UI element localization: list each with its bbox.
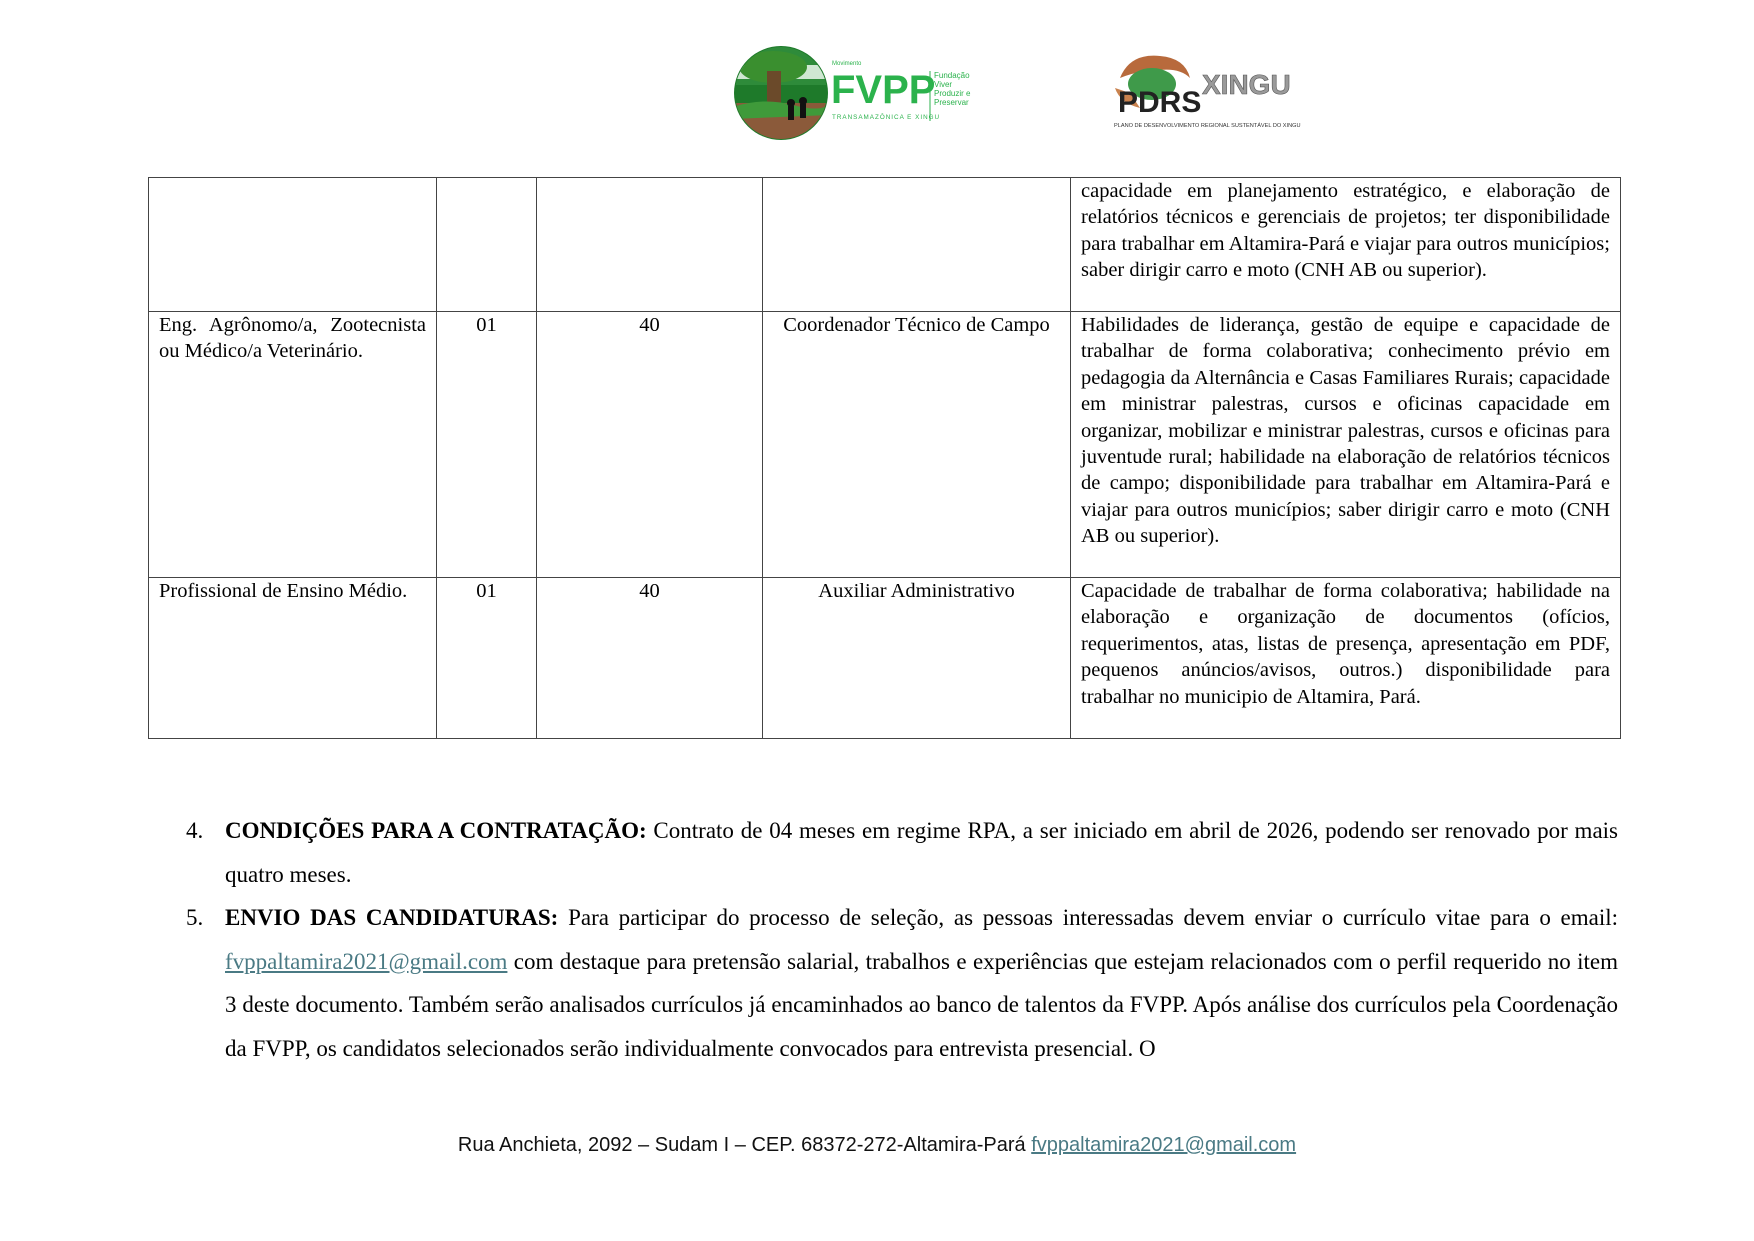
pdrs-name: XINGU [1202, 69, 1291, 100]
fvpp-tagline-4: Preservar [934, 98, 969, 107]
section-title: ENVIO DAS CANDIDATURAS: [225, 905, 559, 930]
fvpp-bottom-text: TRANSAMAZÔNICA E XINGU [832, 114, 941, 121]
section-number: 4. [186, 818, 204, 843]
hours-cell: 40 [537, 312, 763, 578]
fvpp-top-text: Movimento [832, 61, 862, 67]
formation-cell [149, 178, 437, 312]
table-row [149, 312, 1621, 578]
footer-address: Rua Anchieta, 2092 – Sudam I – CEP. 68372-272-Altamira-Pará [457, 1134, 1032, 1156]
vacancies-cell [437, 178, 537, 312]
fvpp-tagline-1: Fundação [934, 71, 970, 80]
requirements-cell: Capacidade de trabalhar de forma colaborativa; habilidade na elaboração e organização de documentos (ofícios, requerimentos, atas, listas de presença, apresentação em PDF, pequenos anúncios/avisos, outros.) disponibilidade para trabalhar no municipio de Altamira, Pará. [1071, 578, 1621, 739]
fvpp-tagline-3: Produzir e [934, 89, 971, 98]
pdrs-xingu-logo [1110, 48, 1332, 134]
section-application-submission [186, 896, 1618, 1070]
fvpp-acronym: FVPP [831, 68, 936, 112]
fvpp-logo [733, 45, 983, 141]
pdrs-acronym: PDRS [1118, 86, 1202, 119]
hours-cell [537, 178, 763, 312]
table-row [149, 578, 1621, 739]
table-row [149, 178, 1621, 312]
formation-cell: Eng. Agrônomo/a, Zootecnista ou Médico/a Veterinário. [149, 312, 437, 578]
requirements-cell: Habilidades de liderança, gestão de equipe e capacidade de trabalhar de forma colaborativa; conhecimento prévio em pedagogia da Alternância e Casas Familiares Rurais; capacidade em ministrar palestras, cursos e oficinas capacidade em organizar, mobilizar e ministrar palestras, cursos e oficinas para juventude rural; habilidade na elaboração de relatórios técnicos de campo; disponibilidade para trabalhar em Altamira-Pará e viajar para outros municípios; saber dirigir carro e moto (CNH AB ou superior). [1071, 312, 1621, 578]
page-footer [0, 1134, 1754, 1157]
email-link[interactable]: fvppaltamira2021@gmail.com [225, 948, 508, 974]
requirements-cell: capacidade em planejamento estratégico, e elaboração de relatórios técnicos e gerenciais de projetos; ter disponibilidade para trabalhar em Altamira-Pará e viajar para outros municípios; saber dirigir carro e moto (CNH AB ou superior). [1071, 178, 1621, 312]
section-hiring-conditions [186, 809, 1618, 896]
position-cell [763, 178, 1071, 312]
formation-cell: Profissional de Ensino Médio. [149, 578, 437, 739]
vacancies-table [148, 177, 1621, 739]
footer-email-link[interactable]: fvppaltamira2021@gmail.com [1031, 1134, 1297, 1156]
section-text-continued: com destaque para pretensão salarial, trabalhos e experiências que estejam relacionados com o perfil requerido no item 3 deste documento. Também serão analisados currículos já encaminhados ao banco de talentos da FVPP. Após análise dos currículos pela Coordenação da FVPP, os candidatos selecionados serão individualmente convocados para entrevista presencial. O [225, 948, 1618, 1061]
vacancies-cell: 01 [437, 312, 537, 578]
section-text: Contrato de 04 meses em regime RPA, a ser iniciado em abril de 2026, podendo ser renovado por mais quatro meses. [225, 818, 1618, 887]
section-text: Para participar do processo de seleção, as pessoas interessadas devem enviar o currículo vitae para o email: [558, 905, 1619, 930]
section-title: CONDIÇÕES PARA A CONTRATAÇÃO: [225, 818, 647, 843]
pdrs-subtitle: PLANO DE DESENVOLVIMENTO REGIONAL SUSTENTÁVEL DO XINGU [1114, 123, 1301, 129]
fvpp-tagline-2: Viver [934, 80, 953, 89]
section-number: 5. [186, 905, 204, 930]
position-cell: Auxiliar Administrativo [763, 578, 1071, 739]
position-cell: Coordenador Técnico de Campo [763, 312, 1071, 578]
hours-cell: 40 [537, 578, 763, 739]
vacancies-cell: 01 [437, 578, 537, 739]
